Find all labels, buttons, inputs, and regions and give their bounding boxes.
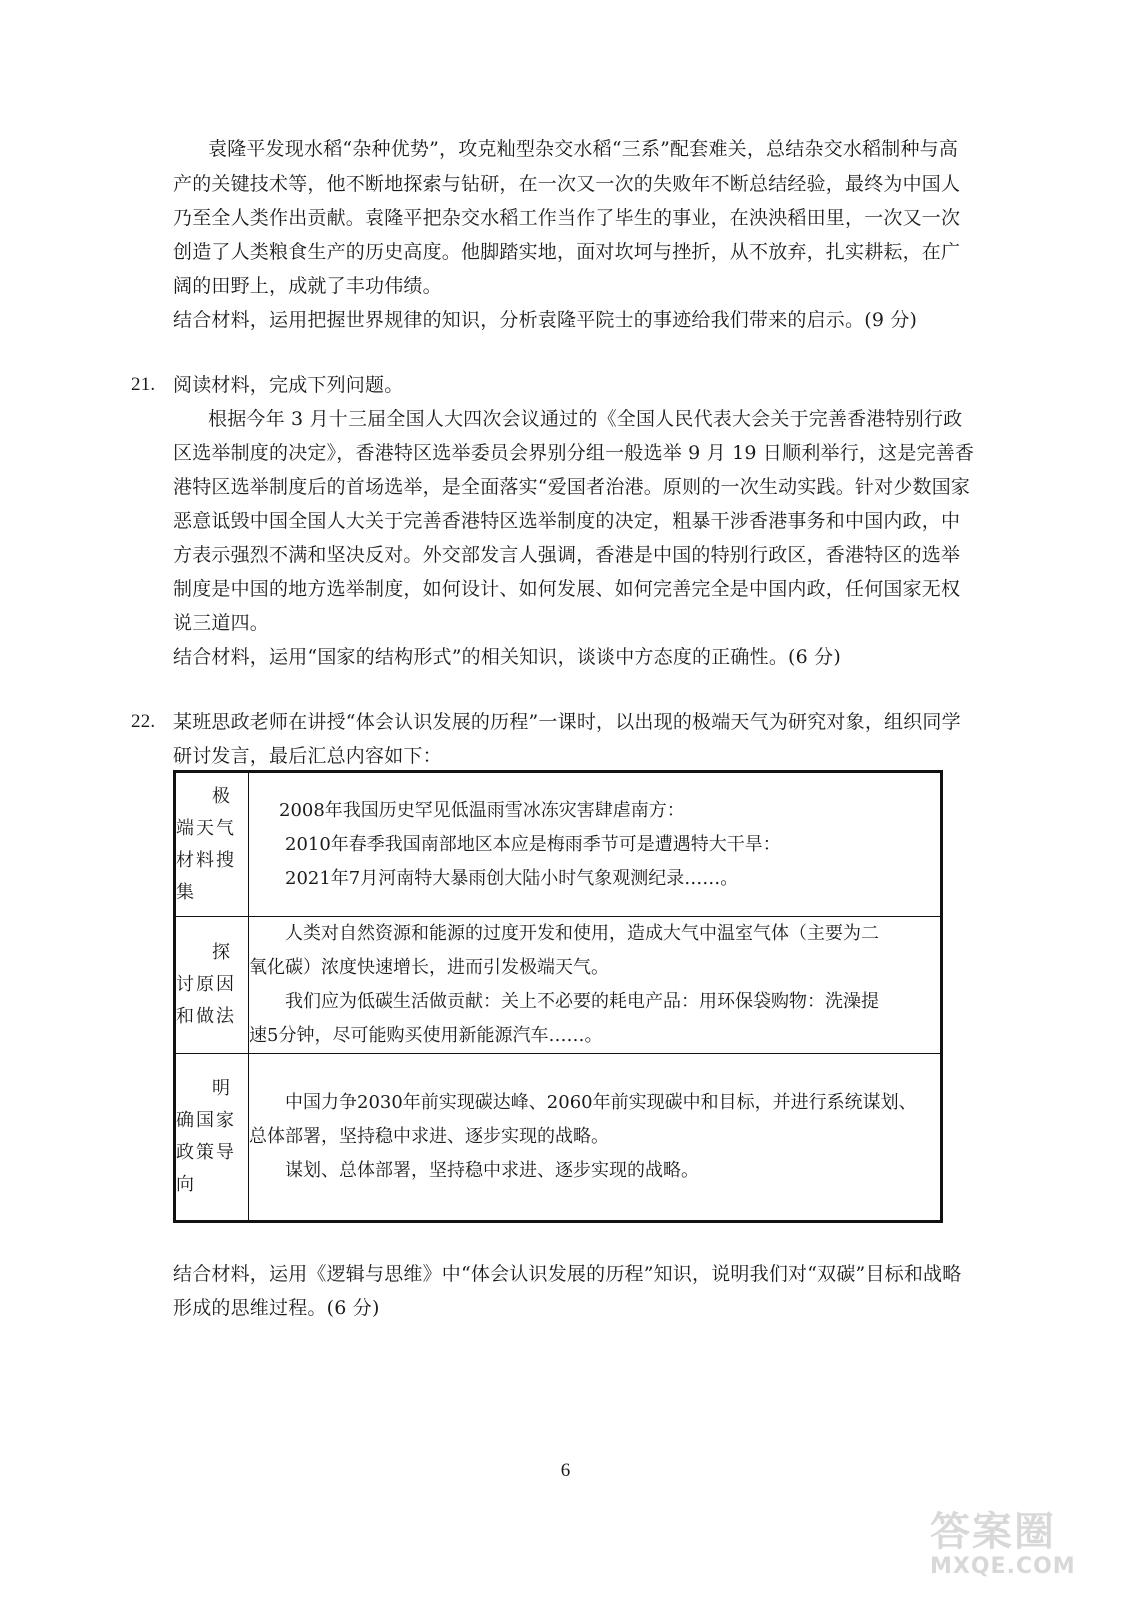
row-header: 明 确国家 政策导 向 xyxy=(175,1054,249,1222)
row-body: 2008年我国历史罕见低温雨雪冰冻灾害肆虐南方： 2010年春季我国南部地区本应是梅雨季节可是遭遇特大干旱： 2021年7月河南特大暴雨创大陆小时气象观测纪录……。 xyxy=(249,772,942,917)
q21-material-line: 根据今年 3 月十三届全国人大四次会议通过的《全国人民代表大会关于完善香港特别行政 xyxy=(208,408,963,430)
row-header: 探 讨原因 和做法 xyxy=(175,917,249,1054)
q22-question-line: 结合材料，运用《逻辑与思维》中“体会认识发展的历程”知识，说明我们对“双碳”目标和战略 xyxy=(173,1263,962,1285)
page-number: 6 xyxy=(560,1460,571,1481)
table-row xyxy=(175,917,942,1054)
q22-intro-line: 研讨发言，最后汇总内容如下： xyxy=(173,745,442,767)
q20-material-line: 阔的田野上，成就了丰功伟绩。 xyxy=(173,275,442,297)
q21-material-line: 制度是中国的地方选举制度，如何设计、如何发展、如何完善完全是中国内政，任何国家无权 xyxy=(173,578,961,600)
watermark-logo: 答案圈 MXQE.COM xyxy=(930,1509,1076,1579)
q22-number: 22. xyxy=(131,711,156,732)
q22-intro-line: 某班思政老师在讲授“体会认识发展的历程”一课时，以出现的极端天气为研究对象，组织同学 xyxy=(173,711,961,733)
q21-material-line: 恶意诋毁中国全国人大关于完善香港特区选举制度的决定，粗暴干涉香港事务和中国内政，中 xyxy=(173,510,961,532)
material-table xyxy=(173,770,943,1223)
q21-material-line: 港特区选举制度后的首场选举，是全面落实“爱国者治港。原则的一次生动实践。针对少数国家 xyxy=(173,476,971,498)
q21-number: 21. xyxy=(131,374,156,395)
q20-material-line: 乃至全人类作出贡献。袁隆平把杂交水稻工作当作了毕生的事业，在泱泱稻田里，一次又一次 xyxy=(173,207,961,229)
row-header: 极 端天气 材料搜 集 xyxy=(175,772,249,917)
q21-question: 结合材料，运用“国家的结构形式”的相关知识，谈谈中方态度的正确性。(6 分) xyxy=(173,646,841,668)
row-body: 人类对自然资源和能源的过度开发和使用，造成大气中温室气体（主要为二 氧化碳）浓度快速增长，进而引发极端天气。 我们应为低碳生活做贡献：关上不必要的耗电产品：用环保袋购物：洗澡提 速5分钟，尽可能购买使用新能源汽车……。 xyxy=(249,917,942,1054)
table-row xyxy=(175,1054,942,1222)
table-row xyxy=(175,772,942,917)
q21-material-line: 说三道四。 xyxy=(173,612,270,634)
q20-material-line: 袁隆平发现水稻“杂种优势”，攻克籼型杂交水稻“三系”配套难关，总结杂交水稻制种与高 xyxy=(208,138,959,160)
q20-material-line: 创造了人类粮食生产的历史高度。他脚踏实地，面对坎坷与挫折，从不放弃，扎实耕耘，在广 xyxy=(173,241,961,263)
q22-question-line: 形成的思维过程。(6 分) xyxy=(173,1297,380,1319)
q21-material-line: 方表示强烈不满和坚决反对。外交部发言人强调，香港是中国的特别行政区，香港特区的选举 xyxy=(173,544,961,566)
q20-material-line: 产的关键技术等，他不断地探索与钻研，在一次又一次的失败年不断总结经验，最终为中国人 xyxy=(173,173,961,195)
row-body: 中国力争2030年前实现碳达峰、2060年前实现碳中和目标，并进行系统谋划、 总体部署，坚持稳中求进、逐步实现的战略。 谋划、总体部署，坚持稳中求进、逐步实现的战略。 xyxy=(249,1054,942,1222)
q21-title: 阅读材料，完成下列问题。 xyxy=(173,374,404,396)
q20-question: 结合材料，运用把握世界规律的知识，分析袁隆平院士的事迹给我们带来的启示。(9 分) xyxy=(173,309,918,331)
q21-material-line: 区选举制度的决定》，香港特区选举委员会界别分组一般选举 9 月 19 日顺利举行，这是完善香 xyxy=(173,442,975,464)
